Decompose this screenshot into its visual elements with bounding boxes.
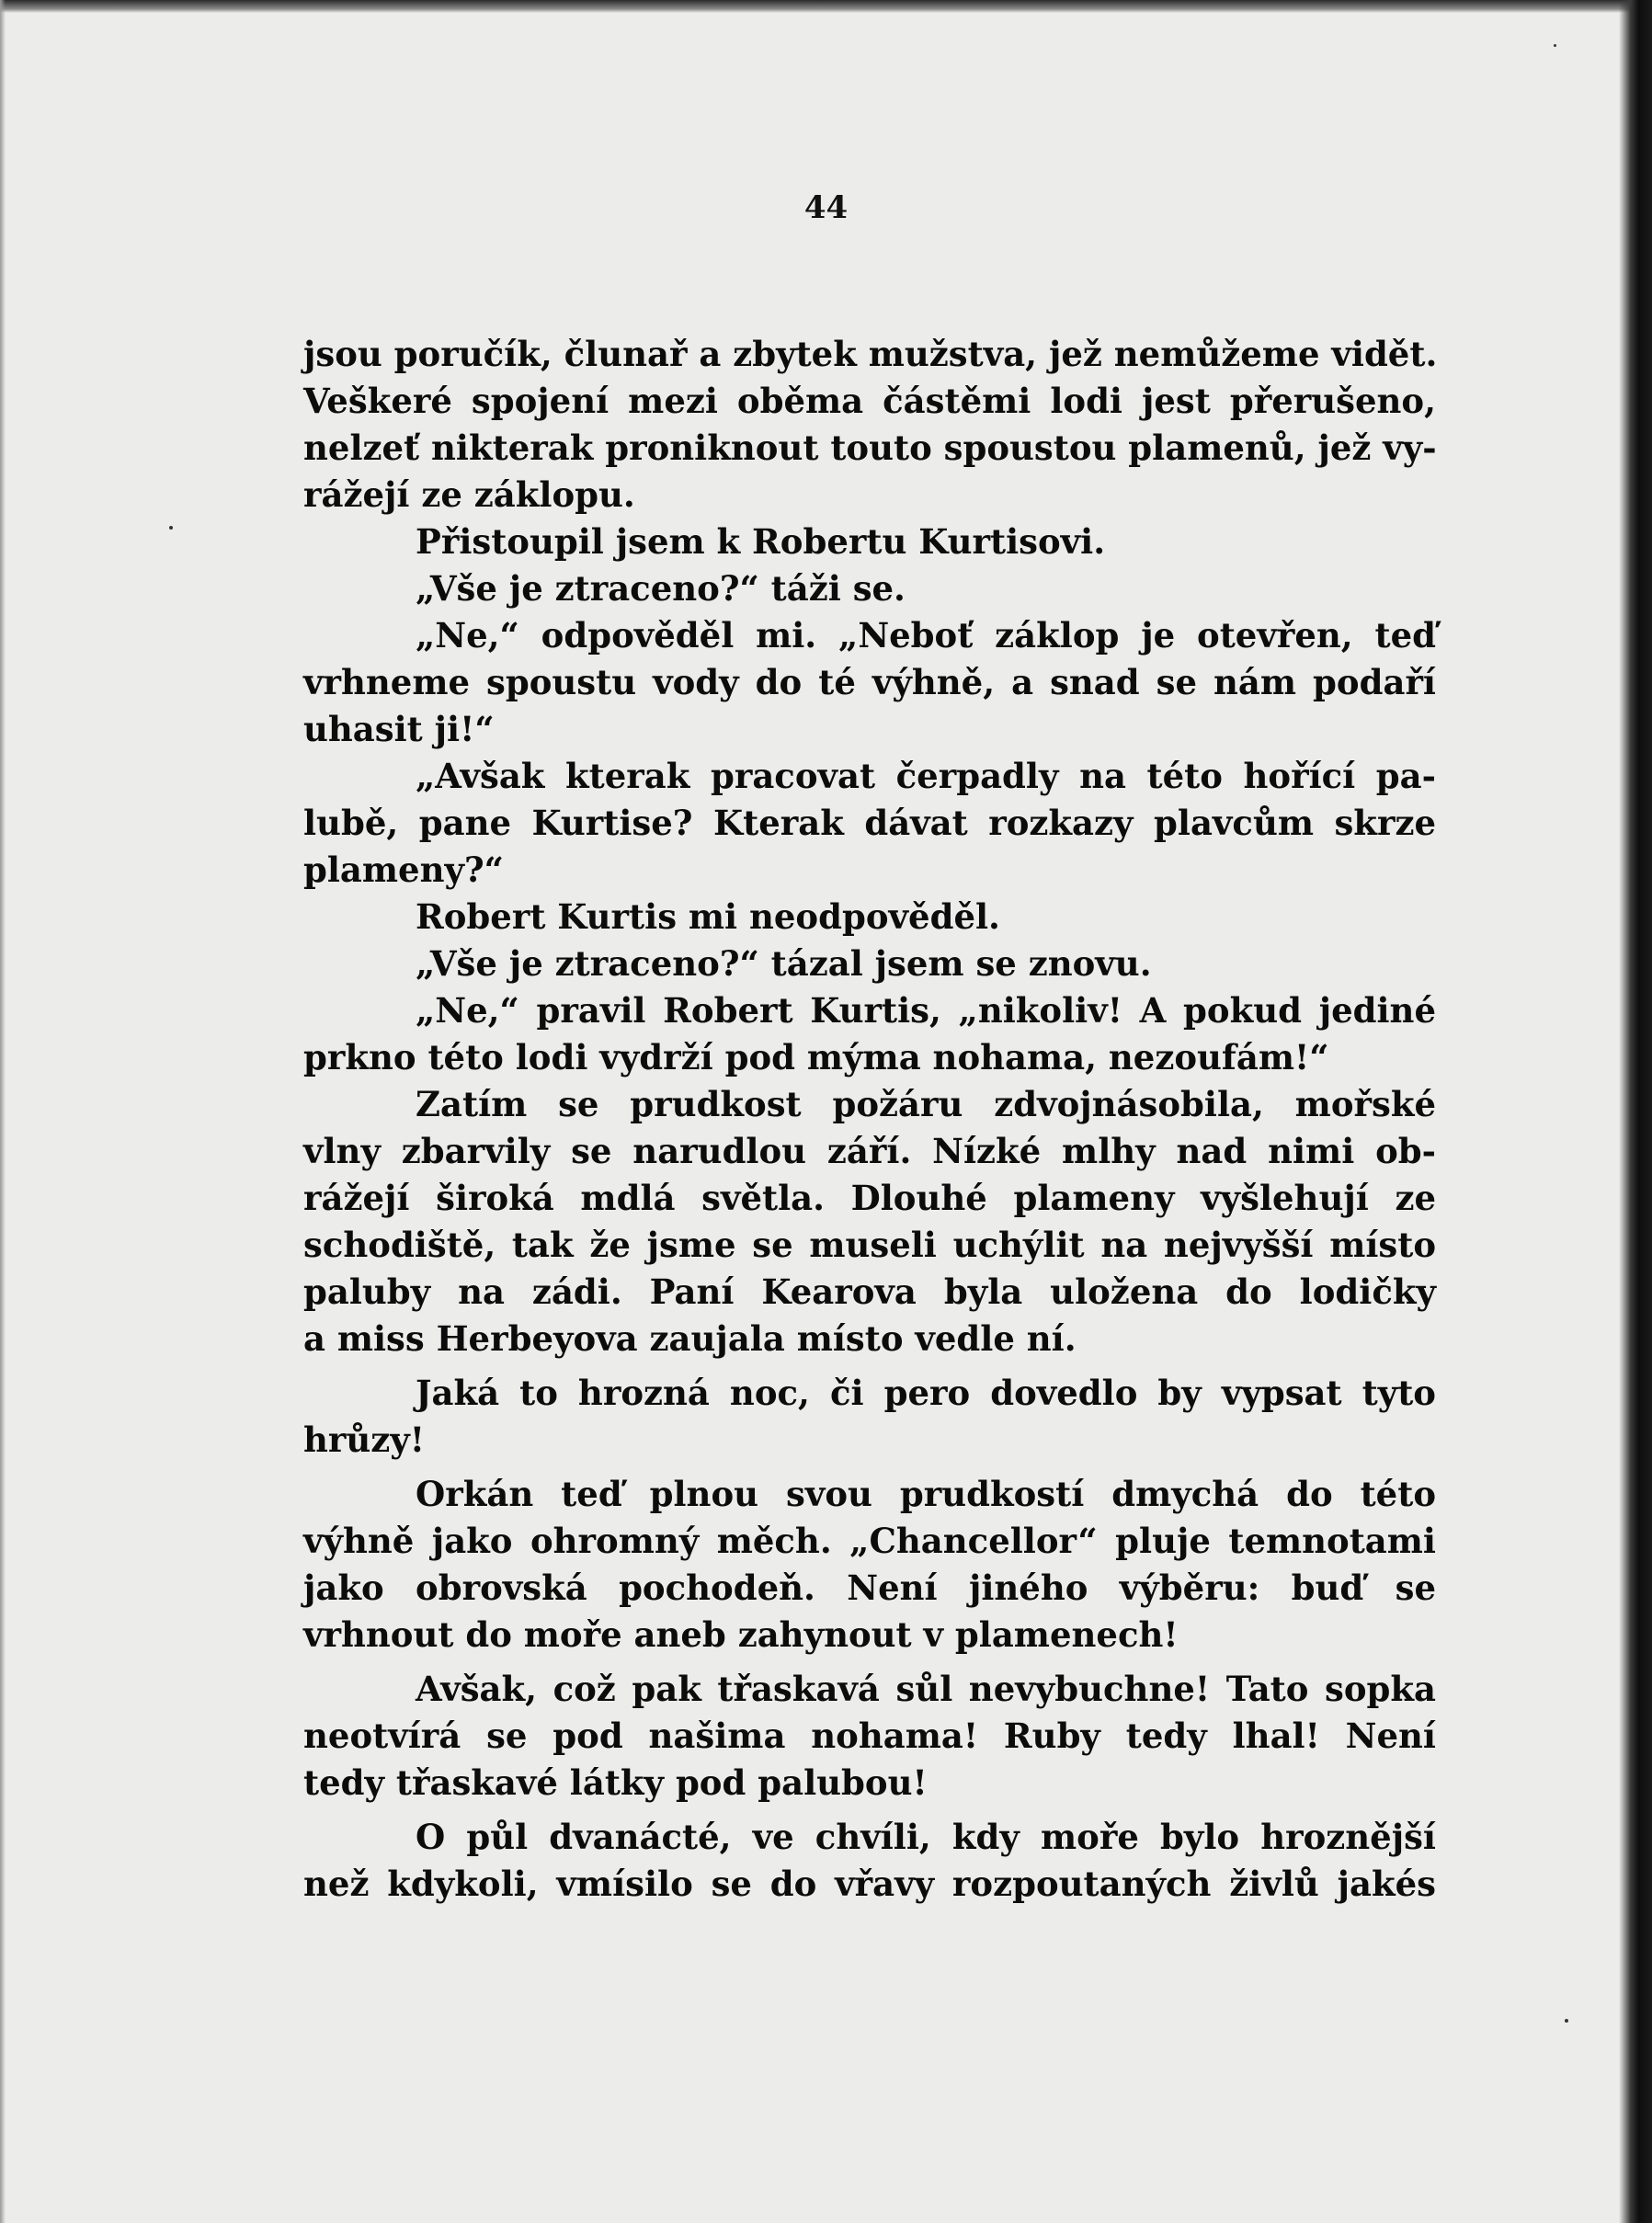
text-line: tedy třaskavé látky pod palubou!	[303, 1762, 928, 1803]
text-line: rážejí ze záklopu.	[303, 474, 635, 515]
scan-speck	[169, 526, 173, 530]
scan-top-edge	[0, 0, 1652, 13]
text-line: Přistoupil jsem k Robertu Kurtisovi.	[416, 521, 1106, 562]
text-line: paluby na zádi. Paní Kearova byla uložena do lodičky	[303, 1271, 1436, 1312]
text-line: Veškeré spojení mezi oběma částěmi lodi jest přerušeno,	[303, 381, 1436, 421]
scan-speck	[1554, 44, 1556, 47]
text-line: prkno této lodi vydrží pod mýma nohama, nezoufám!“	[303, 1037, 1329, 1077]
text-line: „Vše je ztraceno?“ tázal jsem se znovu.	[416, 943, 1152, 984]
text-line: vlny zbarvily se narudlou září. Nízké mlhy nad nimi ob-	[303, 1131, 1436, 1171]
text-line: nelzeť nikterak proniknout touto spoustou plamenů, jež vy-	[303, 428, 1437, 468]
scan-left-edge	[0, 0, 6, 2223]
page-number: 44	[803, 189, 849, 226]
text-line: „Avšak kterak pracovat čerpadly na této hořící pa-	[416, 756, 1436, 796]
text-line: „Ne,“ pravil Robert Kurtis, „nikoliv! A pokud jediné	[416, 990, 1436, 1031]
text-line: Zatím se prudkost požáru zdvojnásobila, mořské	[416, 1084, 1436, 1124]
text-line: neotvírá se pod našima nohama! Ruby tedy lhal! Není	[303, 1716, 1436, 1756]
text-line: schodiště, tak že jsme se museli uchýlit na nejvyšší místo	[303, 1225, 1436, 1265]
text-line: hrůzy!	[303, 1419, 426, 1460]
text-line: jako obrovská pochodeň. Není jiného výběru: buď se	[303, 1568, 1436, 1608]
text-line: plameny?“	[303, 849, 504, 890]
scan-speck	[1565, 2019, 1568, 2023]
text-line: než kdykoli, vmísilo se do vřavy rozpoutaných živlů jakés	[303, 1864, 1436, 1904]
text-line: lubě, pane Kurtise? Kterak dávat rozkazy plavcům skrze	[303, 803, 1436, 843]
text-line: a miss Herbeyova zaujala místo vedle ní.	[303, 1318, 1077, 1359]
text-line: rážejí široká mdlá světla. Dlouhé plameny vyšlehují ze	[303, 1178, 1436, 1218]
text-line: O půl dvanácté, ve chvíli, kdy moře bylo hroznější	[416, 1817, 1436, 1857]
text-line: Orkán teď plnou svou prudkostí dmychá do této	[416, 1474, 1436, 1514]
text-line: Jaká to hrozná noc, či pero dovedlo by vypsat tyto	[416, 1373, 1436, 1413]
text-line: vrhneme spoustu vody do té výhně, a snad se nám podaří	[303, 662, 1436, 702]
text-line: jsou poručík, člunař a zbytek mužstva, jež nemůžeme vidět.	[303, 334, 1438, 374]
book-binding-edge	[1619, 0, 1652, 2223]
body-text	[303, 331, 1436, 1908]
text-line: Robert Kurtis mi neodpověděl.	[416, 896, 1000, 937]
text-line: výhně jako ohromný měch. „Chancellor“ pluje temnotami	[303, 1521, 1436, 1561]
text-line: „Ne,“ odpověděl mi. „Neboť záklop je otevřen, teď	[416, 615, 1436, 656]
text-line: vrhnout do moře aneb zahynout v plamenech!	[303, 1614, 1179, 1655]
text-line: Avšak, což pak třaskavá sůl nevybuchne! Tato sopka	[416, 1669, 1436, 1709]
text-line: „Vše je ztraceno?“ táži se.	[416, 568, 906, 609]
text-line: uhasit ji!“	[303, 709, 495, 749]
